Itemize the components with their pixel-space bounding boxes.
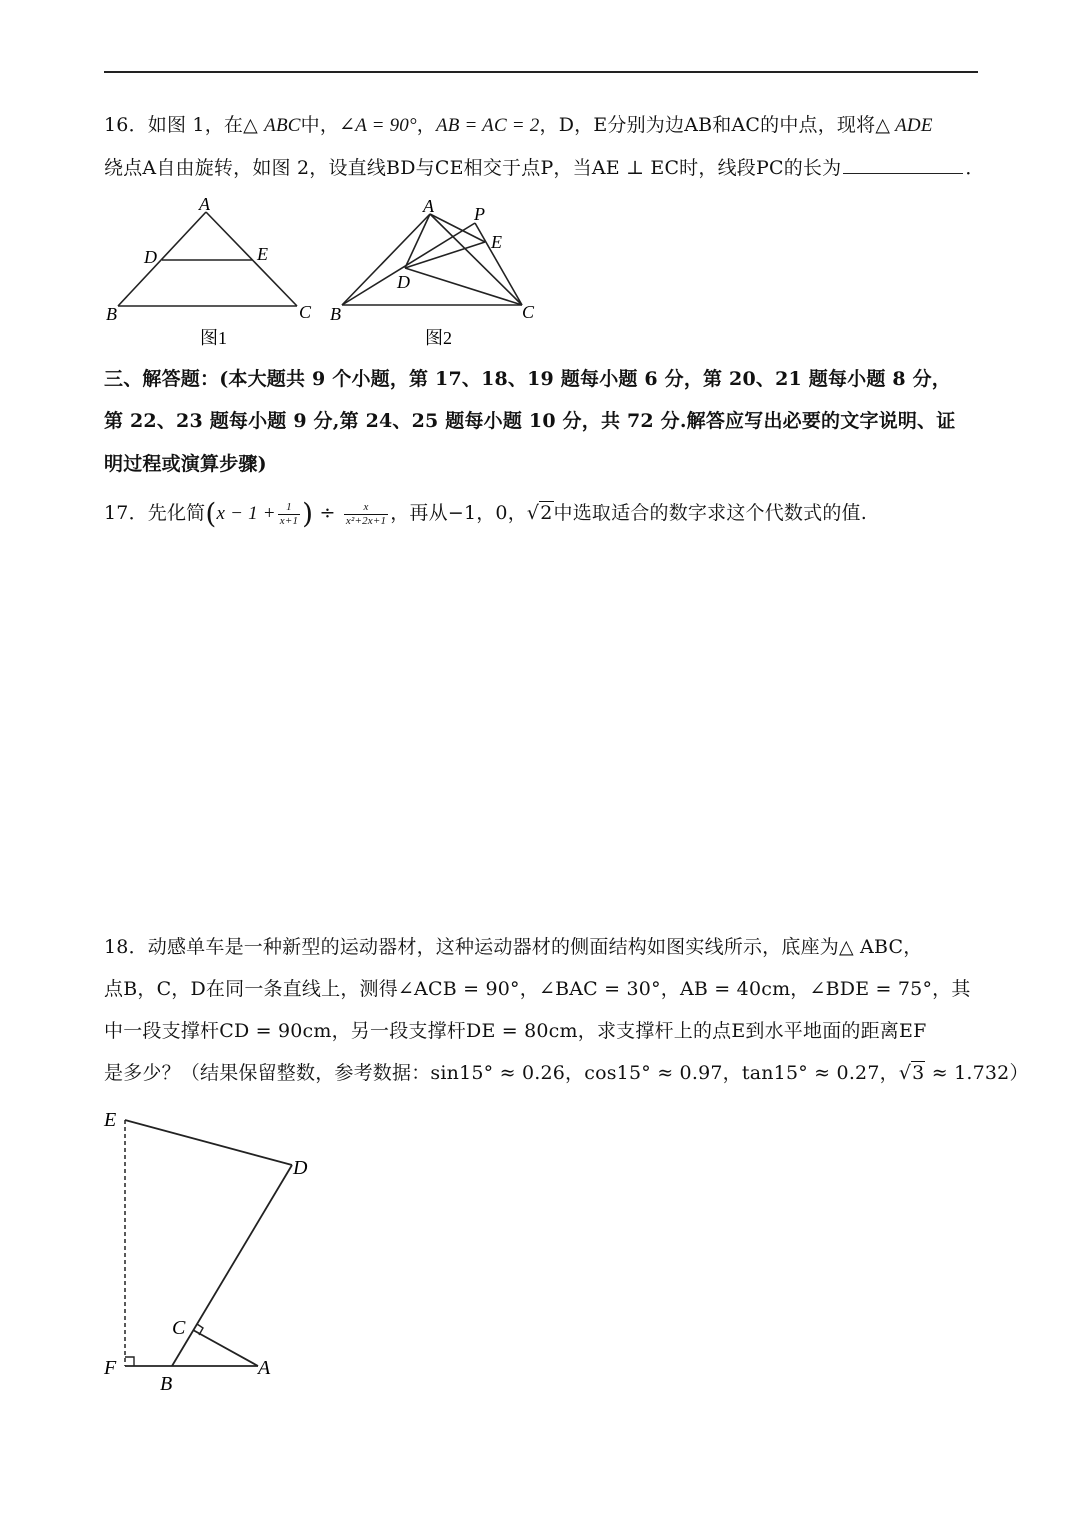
q18-line-4 xyxy=(104,1058,1029,1088)
q16-line-2 xyxy=(104,153,985,183)
q16-abc: ABC xyxy=(264,115,301,136)
q17-fraction-2: $\frac{x}{\text{x²+2x+1}}$ xyxy=(345,500,387,527)
fig1-edge-ac xyxy=(206,212,297,306)
fig2-edge-ac xyxy=(430,214,522,305)
q18-line-4a: 是多少？（结果保留整数，参考数据：sin15° ≈ 0.26，cos15° ≈ 0.97，tan15° ≈ 0.27， xyxy=(104,1062,899,1084)
q17-expr-a: x − 1 + xyxy=(216,503,276,524)
fig1-label-d: D xyxy=(144,247,157,267)
q16-text-d: 绕点A自由旋转，如图 2，设直线BD与CE相交于点P，当AE ⊥ EC时，线段PC的长为 xyxy=(104,157,842,179)
fig1-caption: 图1 xyxy=(200,328,227,348)
fig1-edge-ab xyxy=(118,212,206,306)
fig2-label-p: P xyxy=(474,204,485,224)
fig3-right-angle-f xyxy=(125,1357,134,1366)
q17-divide: ÷ xyxy=(319,502,336,524)
fig1-label-b: B xyxy=(106,304,117,324)
q17-suffix: 中选取适合的数字求这个代数式的值. xyxy=(553,502,867,524)
fig2-label-b: B xyxy=(330,304,341,324)
q16-ab-ac: AB = AC = 2 xyxy=(435,115,540,136)
q16-text-c: D，E分别为边AB和AC的中点，现将 xyxy=(558,114,876,136)
fig2-caption: 图2 xyxy=(425,328,452,348)
fig2-edge-ad xyxy=(405,214,430,268)
q16-line-1: 16．如图 1，在△ ABC中，∠A = 90°，AB = AC = 2，D，E分别为边AB和AC的中点，现将△ ADE xyxy=(104,114,933,136)
q16-text-a: 16．如图 1，在 xyxy=(104,114,244,136)
fig3-edge-ed xyxy=(125,1120,292,1165)
q16-angle-a: ∠A = 90° xyxy=(339,115,417,136)
fig3-label-f: F xyxy=(104,1357,117,1379)
fig3-label-b: B xyxy=(160,1373,173,1395)
q16-text-e: ． xyxy=(965,157,985,179)
fig3-label-a: A xyxy=(258,1357,271,1379)
fig1-label-a: A xyxy=(199,194,210,214)
q16-figure-1 xyxy=(100,192,320,352)
q16-answer-blank[interactable] xyxy=(843,155,963,174)
q18-line-2: 点B，C，D在同一条直线上，测得∠ACB = 90°，∠BAC = 30°，AB = 40cm，∠BDE = 75°，其 xyxy=(104,978,971,1000)
q18-line-4b: ≈ 1.732） xyxy=(931,1062,1029,1084)
q18-line-3: 中一段支撑杆CD = 90cm，另一段支撑杆DE = 80cm，求支撑杆上的点E到水平地面的距离EF xyxy=(104,1020,927,1042)
q16-text-b: 中， xyxy=(300,114,340,136)
fig3-edge-db xyxy=(172,1165,292,1366)
fig2-label-d: D xyxy=(397,272,410,292)
fig1-label-c: C xyxy=(299,302,312,322)
header-rule xyxy=(104,71,978,73)
fig2-label-e: E xyxy=(491,232,502,252)
q17-line: 17．先化简(x − 1 + $\frac{1}{x+1}$ ) ÷ $\frac{x}{\text{x²+2x+1}}$ ，再从−1，0，√2中选取适合的数字求这个代数式的值. xyxy=(104,497,867,530)
fig2-edge-de xyxy=(405,242,485,268)
q18-figure xyxy=(95,1100,335,1400)
q18-sqrt3: √3 xyxy=(898,1062,925,1084)
section3-line-3: 明过程或演算步骤) xyxy=(104,453,267,475)
q17-prefix: 17．先化简 xyxy=(104,502,206,524)
q18-line-1: 18．动感单车是一种新型的运动器材，这种运动器材的侧面结构如图实线所示，底座为△ ABC， xyxy=(104,936,923,958)
q17-mid: ，再从−1，0， xyxy=(390,502,527,524)
fig2-label-c: C xyxy=(522,302,535,322)
q16-figure-2 xyxy=(325,192,555,352)
q16-ade: △ ADE xyxy=(875,115,933,136)
fig1-label-e: E xyxy=(257,244,268,264)
q16-triangle-symbol: △ xyxy=(243,114,258,136)
fig3-label-e: E xyxy=(104,1109,117,1131)
q17-sqrt: √2 xyxy=(526,502,553,524)
q17-fraction-1: $\frac{1}{x+1}$ xyxy=(279,500,299,527)
fig3-label-c: C xyxy=(172,1317,186,1339)
fig2-label-a: A xyxy=(423,196,434,216)
fig3-label-d: D xyxy=(293,1157,308,1179)
fig3-edge-ca xyxy=(193,1330,258,1366)
section3-line-1: 三、解答题：(本大题共 9 个小题，第 17、18、19 题每小题 6 分，第 20、21 题每小题 8 分， xyxy=(104,368,952,390)
section3-line-2: 第 22、23 题每小题 9 分,第 24、25 题每小题 10 分，共 72 分.解答应写出必要的文字说明、证 xyxy=(104,410,956,432)
